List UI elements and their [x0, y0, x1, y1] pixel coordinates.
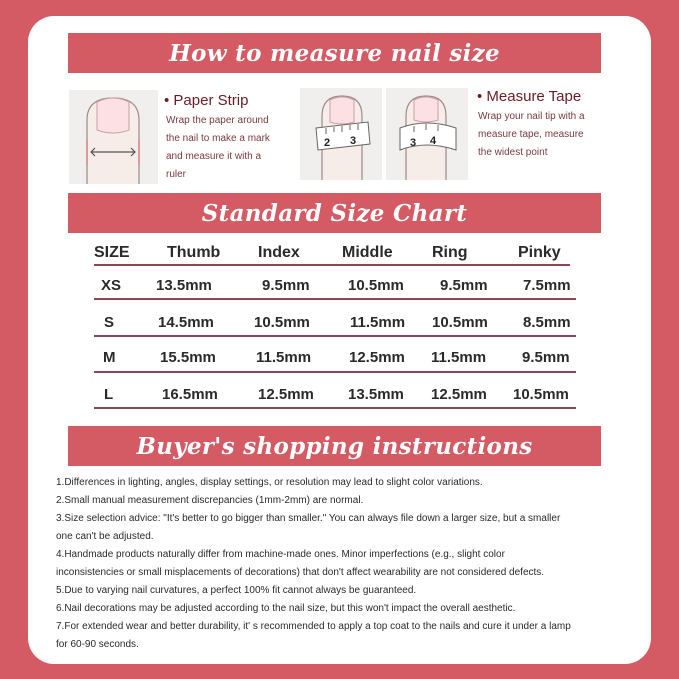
instruction-line: inconsistencies or small misplacements of decorations) that don't affect wearability are not considered defects. — [56, 567, 545, 578]
table-cell-size: S — [104, 314, 115, 331]
table-cell: 8.5mm — [523, 314, 571, 331]
instruction-line: 5.Due to varying nail curvatures, a perfect 100% fit cannot always be guaranteed. — [56, 585, 417, 596]
table-row-divider — [94, 264, 570, 266]
table-cell: 16.5mm — [162, 386, 218, 403]
measure-banner — [68, 33, 601, 73]
table-cell: 9.5mm — [440, 277, 488, 294]
table-header-pinky: Pinky — [518, 244, 561, 261]
table-cell: 13.5mm — [156, 277, 212, 294]
size-chart-banner — [68, 193, 601, 233]
paper-strip-illustration — [69, 90, 158, 184]
table-header-size: SIZE — [94, 244, 130, 261]
table-row-divider — [94, 298, 576, 300]
paper-strip-title: • Paper Strip — [164, 92, 249, 109]
instruction-line: for 60-90 seconds. — [56, 639, 139, 650]
instruction-line: 3.Size selection advice: "It's better to go bigger than smaller." You can always file down a larger size, but a smaller — [56, 513, 561, 524]
size-chart-banner-title: Standard Size Chart — [201, 199, 468, 227]
finger-tape-icon — [300, 88, 382, 180]
table-cell: 13.5mm — [348, 386, 404, 403]
table-cell: 7.5mm — [523, 277, 571, 294]
tape-digit: 3 — [410, 137, 417, 149]
buyer-instructions-banner — [68, 426, 601, 466]
table-cell: 12.5mm — [431, 386, 487, 403]
table-cell: 10.5mm — [432, 314, 488, 331]
table-cell: 12.5mm — [258, 386, 314, 403]
tape-digit: 2 — [324, 137, 331, 149]
table-row-divider — [94, 407, 576, 409]
table-header-thumb: Thumb — [167, 244, 221, 261]
table-cell-size: M — [103, 349, 116, 366]
instructions-list — [56, 474, 636, 654]
measure-tape-illustration-left — [300, 88, 382, 180]
table-cell: 11.5mm — [256, 349, 312, 366]
measure-tape-description: Wrap your nail tip with a measure tape, measure the widest point — [478, 111, 585, 158]
tape-digit: 3 — [350, 135, 357, 147]
finger-tape-icon — [386, 88, 468, 180]
table-cell: 11.5mm — [350, 314, 406, 331]
table-cell: 9.5mm — [522, 349, 570, 366]
table-cell-size: XS — [101, 277, 122, 294]
measure-tape-illustration-right — [386, 88, 468, 180]
instruction-line: 4.Handmade products naturally differ from machine-made ones. Minor imperfections (e.g., slight color — [56, 549, 505, 560]
table-row-divider — [94, 335, 576, 337]
instruction-line: 1.Differences in lighting, angles, display settings, or resolution may lead to slight color variations. — [56, 477, 483, 488]
table-cell-size: L — [104, 386, 114, 403]
measure-banner-title: How to measure nail size — [169, 39, 500, 67]
table-cell: 10.5mm — [348, 277, 404, 294]
table-cell: 9.5mm — [262, 277, 310, 294]
table-cell: 12.5mm — [349, 349, 405, 366]
table-header-middle: Middle — [342, 244, 393, 261]
table-cell: 11.5mm — [431, 349, 487, 366]
table-header-ring: Ring — [432, 244, 468, 261]
instruction-line: 7.For extended wear and better durability, it' s recommended to apply a top coat to the nails and cure it under a lamp — [56, 621, 571, 632]
table-cell: 14.5mm — [158, 314, 214, 331]
buyer-instructions-banner-title: Buyer's shopping instructions — [136, 432, 533, 460]
table-cell: 10.5mm — [513, 386, 569, 403]
instruction-line: one can't be adjusted. — [56, 531, 154, 542]
paper-strip-description: Wrap the paper around the nail to make a mark and measure it with a ruler — [166, 115, 270, 180]
table-header-index: Index — [258, 244, 300, 261]
tape-digit: 4 — [430, 135, 437, 147]
table-cell: 15.5mm — [160, 349, 216, 366]
instruction-line: 6.Nail decorations may be adjusted according to the nail size, but this won't impact the overall aesthetic. — [56, 603, 516, 614]
table-cell: 10.5mm — [254, 314, 310, 331]
instruction-line: 2.Small manual measurement discrepancies (1mm-2mm) are normal. — [56, 495, 364, 506]
table-row-divider — [94, 371, 576, 373]
measure-tape-title: • Measure Tape — [477, 88, 582, 105]
finger-paper-strip-icon — [69, 90, 158, 184]
